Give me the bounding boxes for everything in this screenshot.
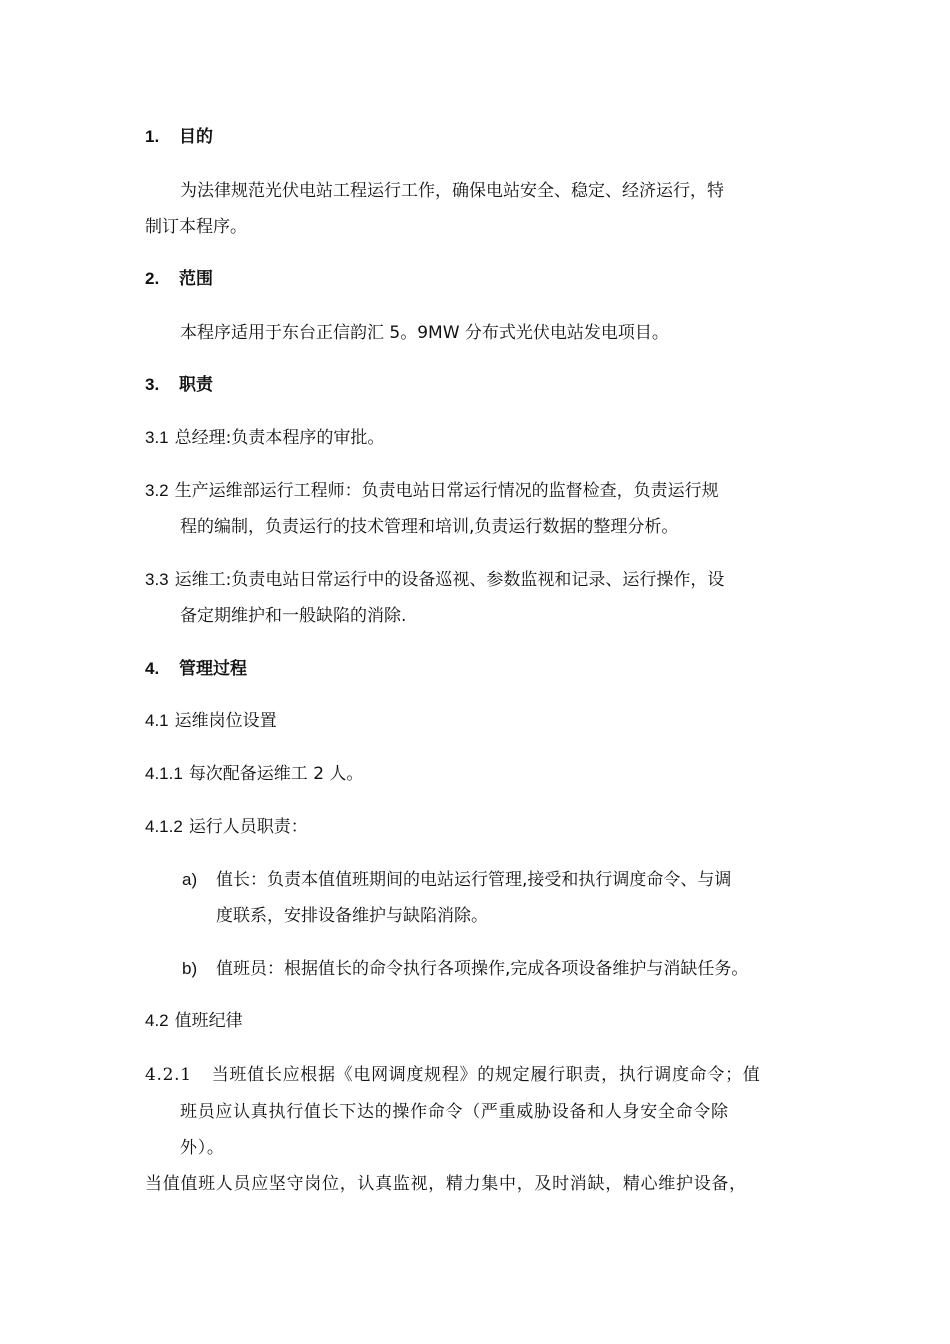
paragraph-line: 当值值班人员应坚守岗位，认真监视，精力集中，及时消缺，精心维护设备， [145, 1174, 747, 1194]
subsection-text: 生产运维部运行工程师：负责电站日常运行情况的监督检查，负责运行规 [174, 481, 719, 501]
section-number: 4. [145, 659, 160, 678]
paragraph-line: 本程序适用于东台正信韵汇 5。9MW 分布式光伏电站发电项目。 [180, 323, 669, 343]
paragraph-line: 制订本程序。 [145, 217, 247, 237]
paragraph-line: 程的编制，负责运行的技术管理和培训,负责运行数据的整理分析。 [180, 517, 679, 537]
list-item-line: 度联系，安排设备维护与缺陷消除。 [216, 906, 488, 926]
subsection-3-2 [145, 478, 719, 504]
subsection-text: 运行人员职责： [188, 817, 308, 837]
subsection-number: 3.2 [145, 481, 169, 500]
subsection-3-1 [145, 425, 384, 451]
section-4-heading [145, 656, 247, 682]
subsection-4-1-1 [145, 761, 363, 787]
subsection-text: 运维岗位设置 [174, 711, 277, 731]
subsection-text: 总经理:负责本程序的审批。 [174, 428, 385, 448]
subsection-number: 4.2 [145, 1011, 169, 1030]
section-2-heading [145, 266, 213, 292]
subsection-4-1 [145, 708, 277, 734]
section-number: 3. [145, 375, 160, 394]
section-title: 职责 [179, 375, 213, 395]
subsection-text: 每次配备运维工 2 人。 [188, 764, 364, 784]
section-number: 2. [145, 269, 160, 288]
paragraph-line: 外）。 [180, 1138, 225, 1158]
section-title: 目的 [179, 127, 213, 147]
subsection-number: 3.3 [145, 570, 169, 589]
subsection-4-1-2 [145, 814, 308, 840]
paragraph-line: 备定期维护和一般缺陷的消除. [180, 606, 407, 626]
section-title: 管理过程 [179, 659, 247, 679]
subsection-text: 值班纪律 [174, 1011, 243, 1031]
subsection-number: 4.1.2 [145, 817, 183, 836]
subsection-4-2-1 [145, 1062, 760, 1088]
subsection-number: 3.1 [145, 428, 169, 447]
section-1-heading [145, 124, 213, 150]
list-marker-b: b) [182, 959, 198, 978]
section-number: 1. [145, 127, 160, 146]
section-title: 范围 [179, 269, 213, 289]
list-item-line: 值班员：根据值长的命令执行各项操作,完成各项设备维护与消缺任务。 [216, 959, 749, 979]
subsection-number: 4.1 [145, 711, 169, 730]
paragraph-line: 班员应认真执行值长下达的操作命令（严重威胁设备和人身安全命令除 [180, 1102, 729, 1122]
list-marker-a: a) [182, 870, 198, 889]
subsection-text: 当班值长应根据《电网调度规程》的规定履行职责，执行调度命令；值 [211, 1065, 761, 1085]
paragraph-line: 为法律规范光伏电站工程运行工作，确保电站安全、稳定、经济运行，特 [180, 181, 724, 201]
subsection-4-2 [145, 1008, 243, 1034]
section-3-heading [145, 372, 213, 398]
subsection-3-3 [145, 567, 724, 593]
subsection-number: 4.2.1 [145, 1065, 192, 1085]
subsection-number: 4.1.1 [145, 764, 183, 783]
list-item-line: 值长：负责本值值班期间的电站运行管理,接受和执行调度命令、与调 [216, 870, 732, 890]
subsection-text: 运维工:负责电站日常运行中的设备巡视、参数监视和记录、运行操作，设 [174, 570, 725, 590]
